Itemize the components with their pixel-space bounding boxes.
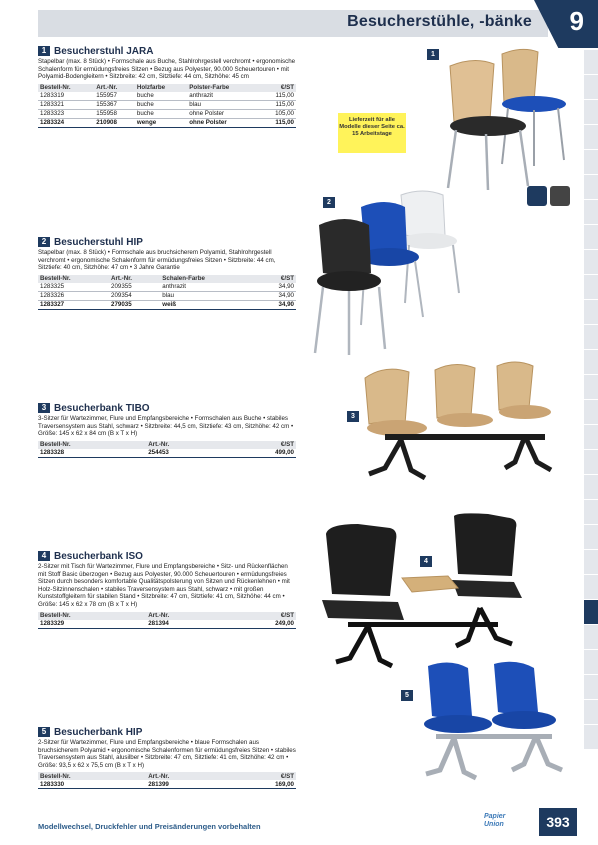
table-cell: anthrazit xyxy=(187,92,258,101)
table-cell: 34,90 xyxy=(256,283,296,292)
section-title: Besucherbank TIBO xyxy=(54,402,150,414)
table-cell: blau xyxy=(187,100,258,109)
page-number: 393 xyxy=(539,808,577,836)
table-cell: buche xyxy=(135,100,187,109)
order-table xyxy=(38,441,296,458)
table-row xyxy=(38,92,296,101)
table-row xyxy=(38,300,296,309)
table-row xyxy=(38,449,296,458)
section-description: 2-Sitzer mit Tisch für Wartezimmer, Flure und Empfangsbereiche • Sitz- und Rückenflächen mit Stoff Basic überzogen • Bezug aus Polyester, 90.000 Scheuertouren • ermüdungsfreies Sitzen durch besonders komfortable Qualitätspolsterung von Sitzen und Rückenlehnen • mit Holz-Sitzinnenschalen • stabiles Traversensystem aus Stahl, schwarz • mit großen Kunststoffgleitern für stabilen Stand • Sitzbreite: 47 cm, Sitztiefe: 41 cm, Sitzhöhe: 44 cm • Größe: 145 x 62 x 78 cm (B x T x H) xyxy=(38,563,290,608)
table-cell: 281399 xyxy=(146,780,224,789)
section-iso xyxy=(38,550,296,629)
section-description: Stapelbar (max. 8 Stück) • Formschale aus Buche, Stahlrohrgestell verchromt • ergonomische Schalenform für ermüdungsfreies Sitzen • Bezug aus Polyester, 90.000 Scheuertouren • mit Polyamid-Bodengleitern • Sitzbreite: 42 cm, Sitztiefe: 44 cm, Sitzhöhe: 45 cm xyxy=(38,58,296,81)
col-order-no: Bestell-Nr. xyxy=(38,275,109,283)
table-row xyxy=(38,291,296,300)
table-cell: 209355 xyxy=(109,283,160,292)
col-art-no: Art.-Nr. xyxy=(94,84,135,92)
col-price: €/ST xyxy=(224,612,296,620)
col-price: €/ST xyxy=(224,441,296,449)
image-badge-3: 3 xyxy=(347,411,359,422)
section-title: Besucherstuhl HIP xyxy=(54,236,143,248)
col-art-no: Art.-Nr. xyxy=(109,275,160,283)
iso-bench-image xyxy=(318,510,558,680)
table-cell: 34,90 xyxy=(256,291,296,300)
table-cell: 254453 xyxy=(146,449,224,458)
col-order-no: Bestell-Nr. xyxy=(38,612,146,620)
order-table xyxy=(38,275,296,310)
col-order-no: Bestell-Nr. xyxy=(38,441,146,449)
col-price: €/ST xyxy=(259,84,296,92)
col-order-no: Bestell-Nr. xyxy=(38,84,94,92)
table-cell: 499,00 xyxy=(224,449,296,458)
table-cell: weiß xyxy=(160,300,256,309)
table-cell: 281394 xyxy=(146,620,224,629)
table-cell: 1283330 xyxy=(38,780,146,789)
col-art-no: Art.-Nr. xyxy=(146,772,224,780)
section-hip-bench xyxy=(38,726,296,789)
table-cell: 155958 xyxy=(94,109,135,118)
table-cell: 249,00 xyxy=(224,620,296,629)
col-wood-color: Holzfarbe xyxy=(135,84,187,92)
table-row xyxy=(38,283,296,292)
order-table xyxy=(38,612,296,629)
table-cell: 1283319 xyxy=(38,92,94,101)
table-cell: 1283327 xyxy=(38,300,109,309)
gs-seal-icon xyxy=(550,186,570,206)
order-table xyxy=(38,772,296,789)
table-cell: 155367 xyxy=(94,100,135,109)
image-badge-2: 2 xyxy=(323,197,335,208)
table-cell: 115,00 xyxy=(259,92,296,101)
image-badge-4: 4 xyxy=(420,556,432,567)
table-cell: buche xyxy=(135,109,187,118)
footer-disclaimer: Modellwechsel, Druckfehler und Preisänderungen vorbehalten xyxy=(38,822,261,831)
table-cell: 1283324 xyxy=(38,118,94,127)
table-cell: anthrazit xyxy=(160,283,256,292)
table-row xyxy=(38,780,296,789)
table-cell: 169,00 xyxy=(224,780,296,789)
table-cell: 209354 xyxy=(109,291,160,300)
col-upholstery: Polster-Farbe xyxy=(187,84,258,92)
table-cell: 1283328 xyxy=(38,449,146,458)
section-jara xyxy=(38,45,296,128)
section-description: Stapelbar (max. 8 Stück) • Formschale aus bruchsicherem Polyamid, Stahlrohrgestell verchromt • ergonomische Schalenform für ermüdungsfreies Sitzen • Sitzbreite: 44 cm, Sitztiefe: 40 cm, Sitzhöhe: 47 cm • 3 Jahre Garantie xyxy=(38,249,276,272)
col-order-no: Bestell-Nr. xyxy=(38,772,146,780)
table-cell: 155957 xyxy=(94,92,135,101)
section-title: Besucherbank HIP xyxy=(54,726,143,738)
side-register-tabs xyxy=(584,50,598,795)
section-number: 4 xyxy=(38,551,50,561)
hip-chair-image xyxy=(305,185,475,360)
table-cell: 115,00 xyxy=(259,118,296,127)
table-cell: 1283321 xyxy=(38,100,94,109)
table-cell: blau xyxy=(160,291,256,300)
image-badge-5: 5 xyxy=(401,690,413,701)
table-cell: ohne Polster xyxy=(187,118,258,127)
jara-chair-image xyxy=(430,42,580,192)
col-shell-color: Schalen-Farbe xyxy=(160,275,256,283)
table-cell: 115,00 xyxy=(259,100,296,109)
table-cell: 1283325 xyxy=(38,283,109,292)
chapter-number: 9 xyxy=(569,6,584,36)
table-row xyxy=(38,118,296,127)
table-row xyxy=(38,109,296,118)
section-number: 5 xyxy=(38,727,50,737)
col-price: €/ST xyxy=(224,772,296,780)
section-title: Besucherbank ISO xyxy=(54,550,143,562)
page-title: Besucherstühle, -bänke xyxy=(347,13,532,30)
section-description: 3-Sitzer für Wartezimmer, Flure und Empfangsbereiche • Formschalen aus Buche • stabiles Traversensystem aus Stahl, schwarz • Sitzbreite: 44,5 cm, Sitztiefe: 43 cm, Sitzhöhe: 42 cm • Größe: 145 x 62 x 84 cm (B x T x H) xyxy=(38,415,294,438)
section-hip-chair xyxy=(38,236,296,310)
table-cell: wenge xyxy=(135,118,187,127)
certification-icon xyxy=(527,186,547,206)
table-cell: 210908 xyxy=(94,118,135,127)
table-row xyxy=(38,620,296,629)
section-number: 1 xyxy=(38,46,50,56)
table-cell: 105,00 xyxy=(259,109,296,118)
table-cell: ohne Polster xyxy=(187,109,258,118)
col-art-no: Art.-Nr. xyxy=(146,612,224,620)
col-price: €/ST xyxy=(256,275,296,283)
order-table xyxy=(38,84,296,128)
section-tibo xyxy=(38,402,296,458)
section-description: 2-Sitzer für Wartezimmer, Flure und Empfangsbereiche • blaue Formschalen aus bruchsicherem Polyamid • ergonomische Schalenformen für ermüdungsfreies Sitzen • stabiles Traversensystem aus Stahl, alusilber • Sitzbreite: 47 cm, Sitztiefe: 41 cm, Sitzhöhe: 42 cm • Größe: 93,5 x 62 x 75,5 cm (B x T x H) xyxy=(38,739,296,769)
section-number: 2 xyxy=(38,237,50,247)
table-cell: 1283329 xyxy=(38,620,146,629)
table-cell: 1283323 xyxy=(38,109,94,118)
image-badge-1: 1 xyxy=(427,49,439,60)
table-row xyxy=(38,100,296,109)
table-cell: 1283326 xyxy=(38,291,109,300)
table-cell: 34,90 xyxy=(256,300,296,309)
section-number: 3 xyxy=(38,403,50,413)
table-cell: buche xyxy=(135,92,187,101)
tibo-bench-image xyxy=(355,358,575,488)
brand-logo: Papier Union xyxy=(484,813,506,828)
section-title: Besucherstuhl JARA xyxy=(54,45,154,57)
col-art-no: Art.-Nr. xyxy=(146,441,224,449)
delivery-note: Lieferzeit für alle Modelle dieser Seite ca. 15 Arbeitstage xyxy=(338,113,406,153)
hip-bench-image xyxy=(410,660,580,795)
table-cell: 279035 xyxy=(109,300,160,309)
